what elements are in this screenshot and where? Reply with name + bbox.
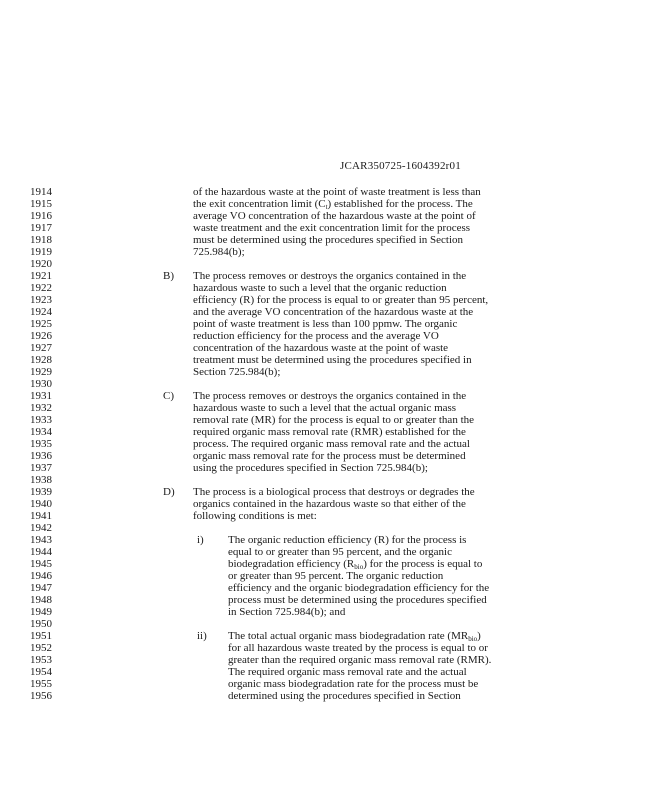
paragraph-line: required organic mass removal rate (RMR) established for the: [193, 426, 466, 438]
paragraph-line: 725.984(b);: [193, 246, 245, 258]
paragraph-line: organic mass removal rate for the process must be determined: [193, 450, 466, 462]
line-number: 1952: [30, 642, 52, 654]
line-number: 1933: [30, 414, 52, 426]
line-number: 1914: [30, 186, 52, 198]
paragraph-line: The process is a biological process that destroys or degrades the: [193, 486, 475, 498]
paragraph-line: The required organic mass removal rate and the actual: [228, 666, 467, 678]
line-number: 1916: [30, 210, 52, 222]
paragraph-line: hazardous waste to such a level that the actual organic mass: [193, 402, 457, 414]
line-number: 1953: [30, 654, 52, 666]
line-number: 1942: [30, 522, 52, 534]
paragraph-line: must be determined using the procedures specified in Section: [193, 234, 464, 246]
line-number: 1932: [30, 402, 52, 414]
line-number: 1924: [30, 306, 52, 318]
line-number: 1956: [30, 690, 52, 702]
paragraph-line: efficiency and the organic biodegradation efficiency for the: [228, 582, 490, 594]
line-number: 1917: [30, 222, 52, 234]
paragraph-line: for all hazardous waste treated by the process is equal to or: [228, 642, 488, 654]
line-number: 1929: [30, 366, 52, 378]
paragraph-line: hazardous waste to such a level that the organic reduction: [193, 282, 447, 294]
paragraph-line: The organic reduction efficiency (R) for the process is: [228, 534, 467, 546]
paragraph-line: organics contained in the hazardous waste so that either of the: [193, 498, 466, 510]
subitem-ii-marker: ii): [197, 630, 207, 642]
paragraph-line: the exit concentration limit $(C_t)$ established for the process. The: [193, 198, 473, 211]
paragraph-line: Section 725.984(b);: [193, 366, 281, 378]
paragraph-line: The process removes or destroys the organics contained in the: [193, 390, 467, 402]
line-number: 1925: [30, 318, 52, 330]
paragraph-line: biodegradation efficiency $(R_{bio})$ for the process is equal to: [228, 558, 483, 571]
line-number: 1921: [30, 270, 52, 282]
paragraph-line: waste treatment and the exit concentration limit for the process: [193, 222, 471, 234]
line-number: 1928: [30, 354, 52, 366]
paragraph-line: efficiency (R) for the process is equal to or greater than 95 percent,: [193, 294, 489, 306]
paragraph-line: process must be determined using the procedures specified: [228, 594, 487, 606]
paragraph-line: determined using the procedures specified in Section: [228, 690, 461, 702]
line-number: 1931: [30, 390, 52, 402]
paragraph-line: organic mass biodegradation rate for the process must be: [228, 678, 479, 690]
line-number: 1915: [30, 198, 52, 210]
line-number: 1937: [30, 462, 52, 474]
line-number: 1955: [30, 678, 52, 690]
line-number: 1954: [30, 666, 52, 678]
paragraph-line: of the hazardous waste at the point of waste treatment is less than: [193, 186, 481, 198]
line-number: 1920: [30, 258, 52, 270]
line-number: 1936: [30, 450, 52, 462]
item-c-marker: C): [163, 390, 174, 402]
line-number: 1926: [30, 330, 52, 342]
paragraph-line: removal rate (MR) for the process is equal to or greater than the: [193, 414, 475, 426]
paragraph-line: greater than the required organic mass removal rate (RMR).: [228, 654, 492, 666]
paragraph-line: reduction efficiency for the process and the average VO: [193, 330, 439, 342]
paragraph-line: equal to or greater than 95 percent, and the organic: [228, 546, 452, 558]
line-number: 1934: [30, 426, 52, 438]
paragraph-line: or greater than 95 percent. The organic reduction: [228, 570, 444, 582]
item-b-marker: B): [163, 270, 174, 282]
line-number: 1940: [30, 498, 52, 510]
line-number: 1938: [30, 474, 52, 486]
line-number: 1939: [30, 486, 52, 498]
line-number: 1947: [30, 582, 52, 594]
line-number: 1919: [30, 246, 52, 258]
paragraph-line: The process removes or destroys the organics contained in the: [193, 270, 467, 282]
document-id: JCAR350725-1604392r01: [340, 160, 461, 172]
line-number: 1930: [30, 378, 52, 390]
paragraph-line: in Section 725.984(b); and: [228, 606, 346, 618]
paragraph-line: point of waste treatment is less than 100 ppmw. The organic: [193, 318, 458, 330]
line-number: 1950: [30, 618, 52, 630]
paragraph-line: average VO concentration of the hazardous waste at the point of: [193, 210, 476, 222]
line-number: 1951: [30, 630, 52, 642]
line-number: 1948: [30, 594, 52, 606]
paragraph-line: process. The required organic mass removal rate and the actual: [193, 438, 470, 450]
paragraph-line: treatment must be determined using the procedures specified in: [193, 354, 472, 366]
line-number: 1944: [30, 546, 52, 558]
paragraph-line: concentration of the hazardous waste at the point of waste: [193, 342, 449, 354]
line-number: 1945: [30, 558, 52, 570]
paragraph-line: following conditions is met:: [193, 510, 317, 522]
line-number: 1922: [30, 282, 52, 294]
paragraph-line: and the average VO concentration of the hazardous waste at the: [193, 306, 474, 318]
subitem-i-marker: i): [197, 534, 204, 546]
line-number: 1949: [30, 606, 52, 618]
line-number: 1943: [30, 534, 52, 546]
line-number: 1946: [30, 570, 52, 582]
line-number: 1923: [30, 294, 52, 306]
line-number: 1927: [30, 342, 52, 354]
paragraph-line: The total actual organic mass biodegradation rate $(MR_{bio})$: [228, 630, 481, 643]
item-d-marker: D): [163, 486, 175, 498]
line-number: 1918: [30, 234, 52, 246]
line-number: 1941: [30, 510, 52, 522]
paragraph-line: using the procedures specified in Section 725.984(b);: [193, 462, 428, 474]
line-number: 1935: [30, 438, 52, 450]
